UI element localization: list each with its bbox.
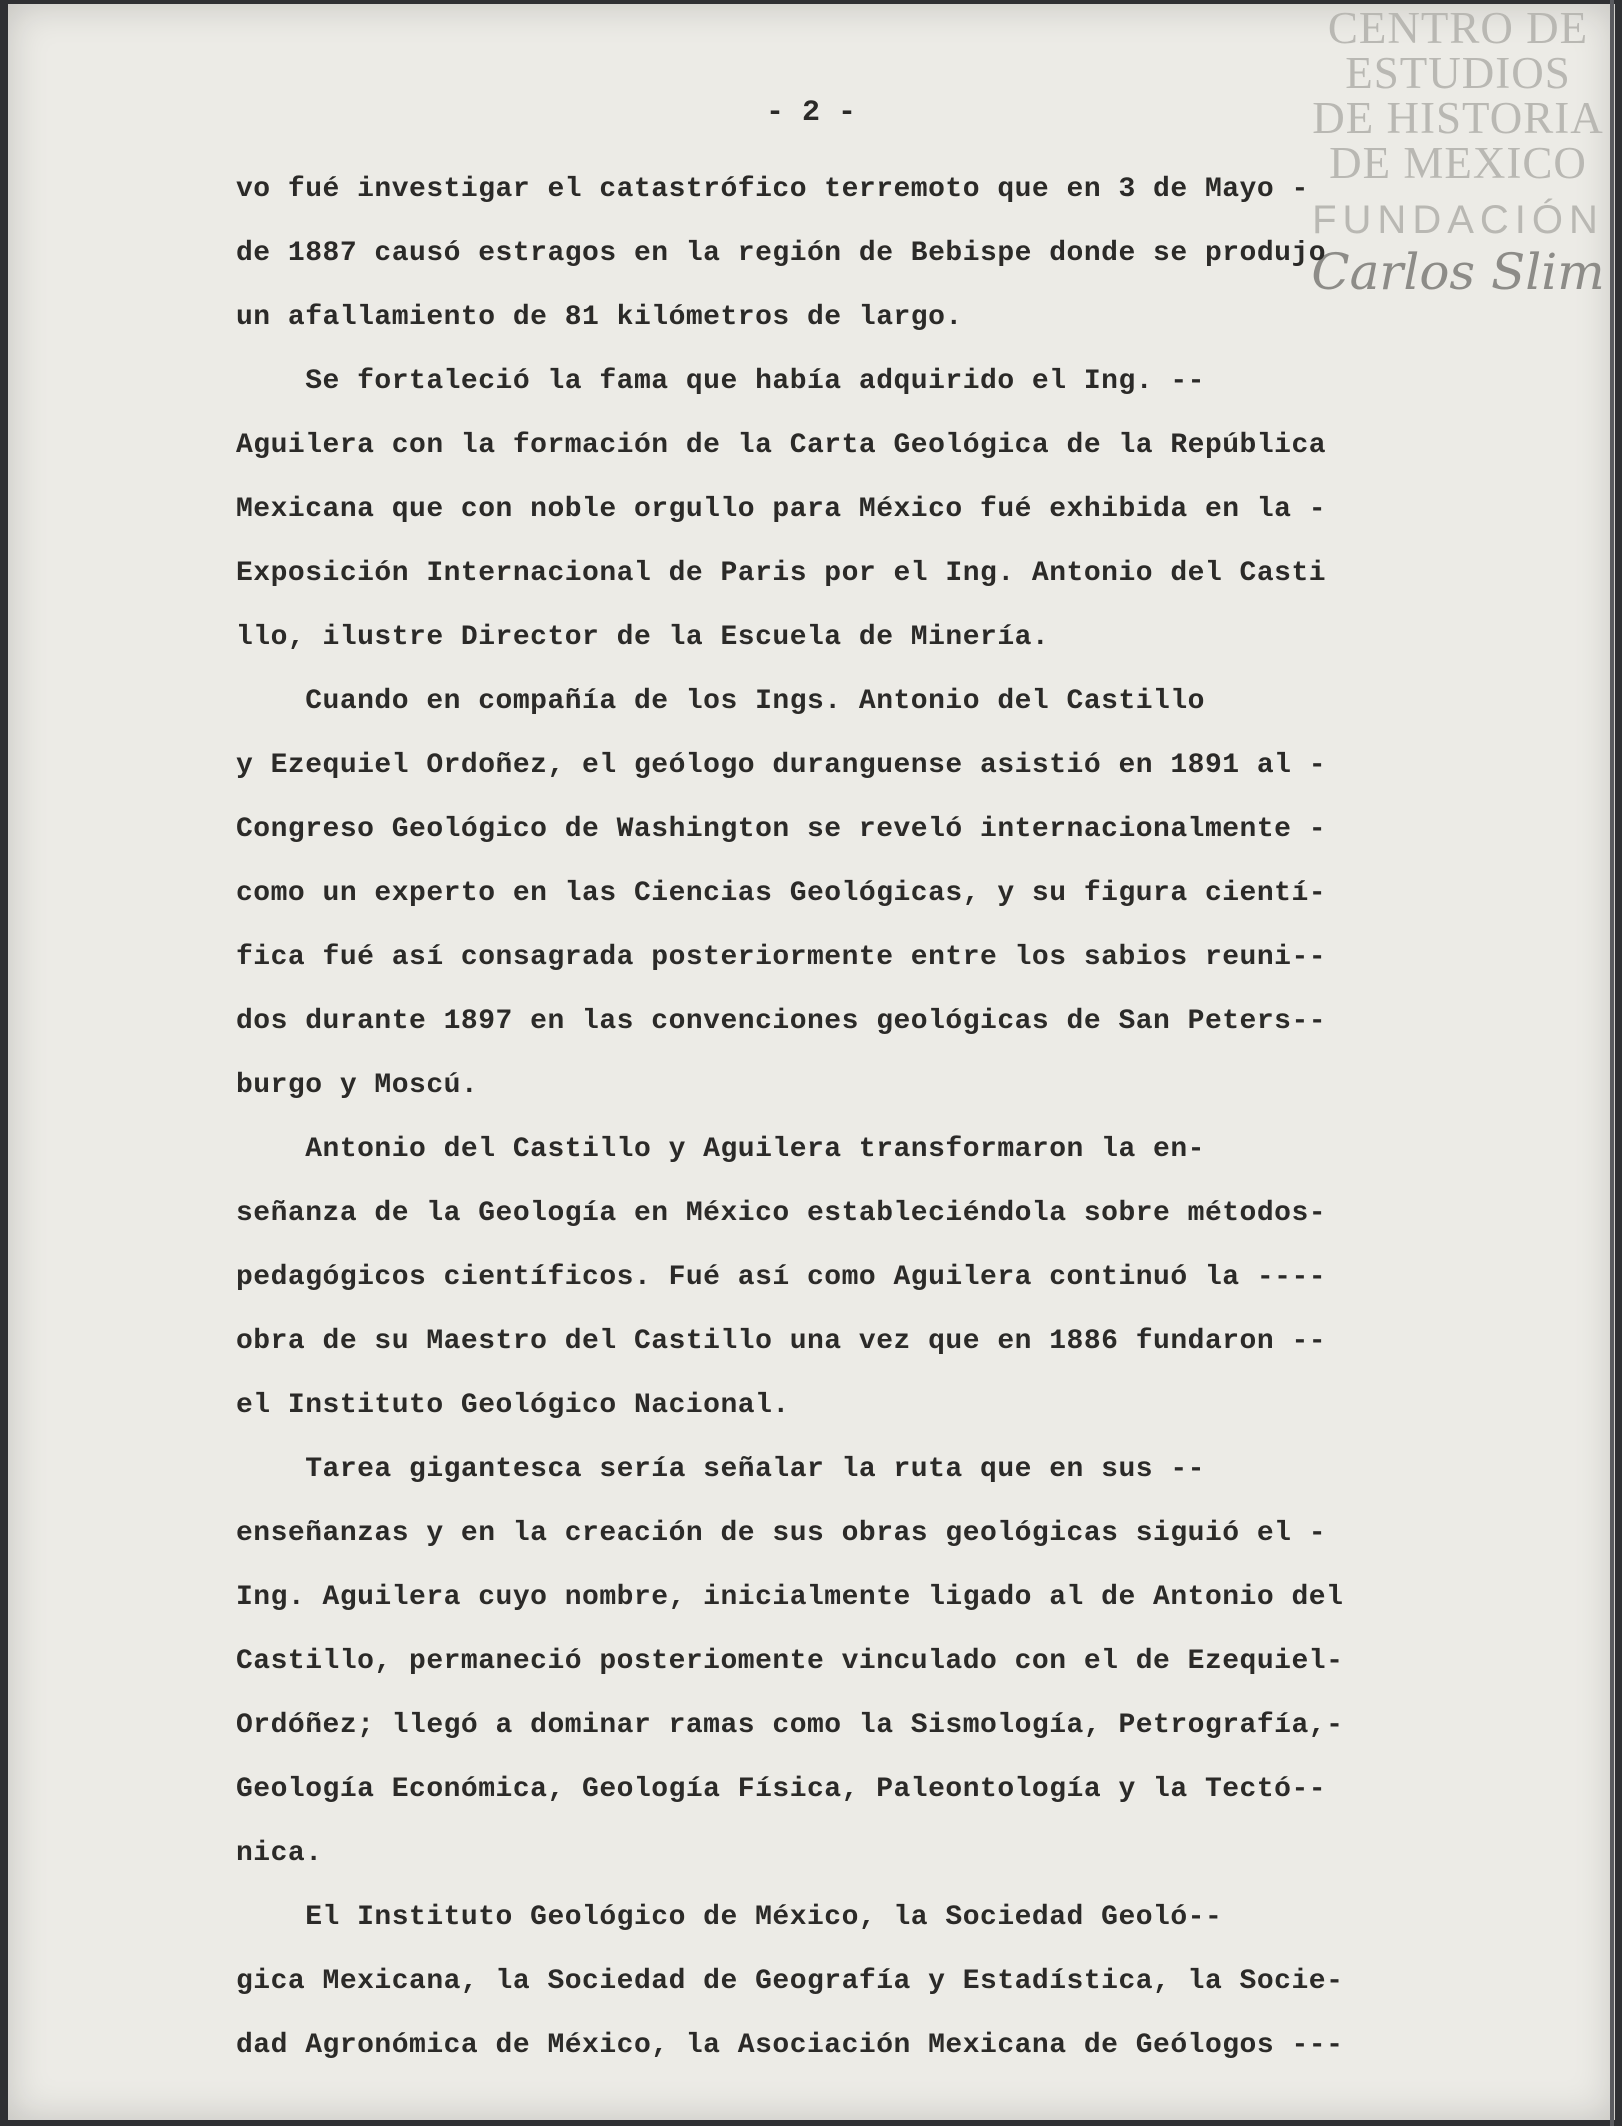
text-line: enseñanzas y en la creación de sus obras geológicas siguió el -: [236, 1518, 1327, 1549]
text-line: Se fortaleció la fama que había adquirido el Ing. --: [236, 366, 1205, 397]
text-line: Congreso Geológico de Washington se reveló internacionalmente -: [236, 814, 1327, 845]
text-line: Geología Económica, Geología Física, Paleontología y la Tectó--: [236, 1774, 1327, 1805]
typed-text-body: [236, 158, 1456, 2078]
text-line: señanza de la Geología en México estableciéndola sobre métodos-: [236, 1198, 1327, 1229]
text-line: pedagógicos científicos. Fué así como Aguilera continuó la ----: [236, 1262, 1327, 1293]
text-line: El Instituto Geológico de México, la Sociedad Geoló--: [236, 1902, 1223, 1933]
text-line: y Ezequiel Ordoñez, el geólogo duranguense asistió en 1891 al -: [236, 750, 1327, 781]
text-line: Antonio del Castillo y Aguilera transformaron la en-: [236, 1134, 1205, 1165]
text-line: de 1887 causó estragos en la región de Bebispe donde se produjo: [236, 238, 1327, 269]
watermark-line-3: DE HISTORIA: [1312, 93, 1604, 143]
text-line: Aguilera con la formación de la Carta Geológica de la República: [236, 430, 1327, 461]
text-line: Exposición Internacional de Paris por el Ing. Antonio del Casti: [236, 558, 1327, 589]
watermark-line-2: ESTUDIOS: [1345, 48, 1571, 98]
text-line: fica fué así consagrada posteriormente entre los sabios reuni--: [236, 942, 1327, 973]
text-line: gica Mexicana, la Sociedad de Geografía y Estadística, la Socie-: [236, 1966, 1344, 1997]
text-line: un afallamiento de 81 kilómetros de largo.: [236, 302, 963, 333]
watermark-foundation: FUNDACIÓN: [1312, 198, 1604, 242]
text-line: dos durante 1897 en las convenciones geológicas de San Peters--: [236, 1006, 1327, 1037]
page-number: - 2 -: [765, 96, 856, 130]
text-line: Tarea gigantesca sería señalar la ruta que en sus --: [236, 1454, 1205, 1485]
watermark-line-1: CENTRO DE: [1327, 3, 1589, 53]
text-line: Cuando en compañía de los Ings. Antonio del Castillo: [236, 686, 1205, 717]
text-line: obra de su Maestro del Castillo una vez que en 1886 fundaron --: [236, 1326, 1327, 1357]
text-line: nica.: [236, 1838, 323, 1869]
text-line: Castillo, permaneció posteriomente vinculado con el de Ezequiel-: [236, 1646, 1344, 1677]
scan-frame-edge: [1610, 0, 1614, 2126]
watermark-signature: Carlos Slim: [1311, 243, 1605, 301]
text-line: Ordóñez; llegó a dominar ramas como la Sismología, Petrografía,-: [236, 1710, 1344, 1741]
text-line: dad Agronómica de México, la Asociación Mexicana de Geólogos ---: [236, 2030, 1344, 2061]
text-line: llo, ilustre Director de la Escuela de Minería.: [236, 622, 1050, 653]
watermark-line-4: DE MEXICO: [1329, 138, 1587, 188]
text-line: vo fué investigar el catastrófico terremoto que en 3 de Mayo -: [236, 174, 1309, 205]
text-line: Ing. Aguilera cuyo nombre, inicialmente ligado al de Antonio del: [236, 1582, 1344, 1613]
text-line: como un experto en las Ciencias Geológicas, y su figura cientí-: [236, 878, 1327, 909]
text-line: Mexicana que con noble orgullo para México fué exhibida en la -: [236, 494, 1327, 525]
text-line: el Instituto Geológico Nacional.: [236, 1390, 790, 1421]
text-line: burgo y Moscú.: [236, 1070, 479, 1101]
